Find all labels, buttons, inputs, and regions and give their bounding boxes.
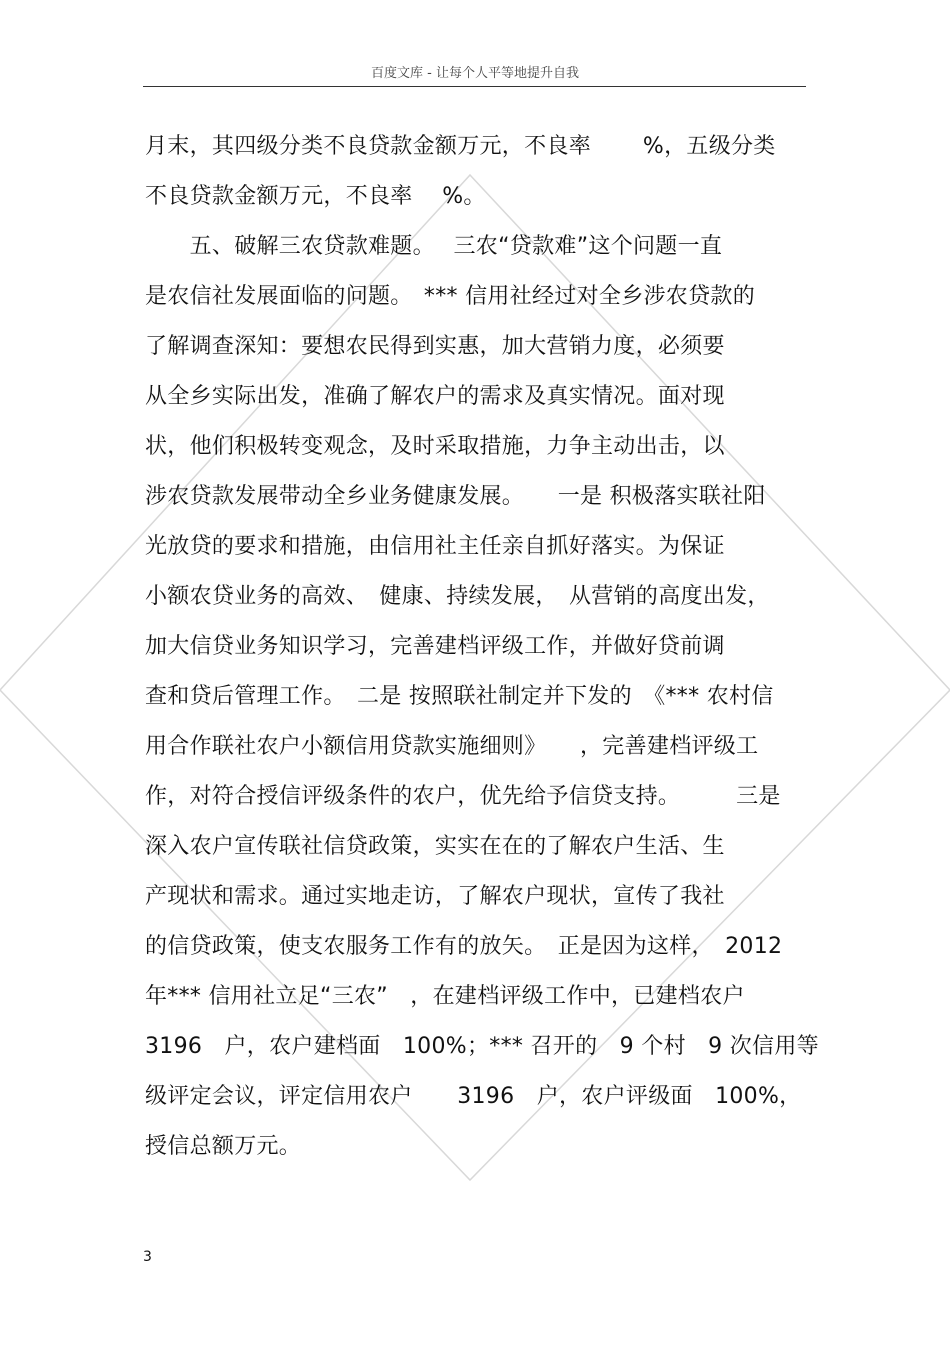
text-line: 深入农户宣传联社信贷政策，实实在在的了解农户生活、生	[145, 834, 725, 859]
text-line: 小额农贷业务的高效、 健康、持续发展， 从营销的高度出发，	[145, 584, 770, 609]
text-line: 月末，其四级分类不良贷款金额万元，不良率 %，五级分类	[145, 134, 776, 159]
text-line: 光放贷的要求和措施，由信用社主任亲自抓好落实。为保证	[145, 534, 725, 559]
text-line: 授信总额万元。	[145, 1134, 302, 1159]
text-line: 状，他们积极转变观念，及时采取措施，力争主动出击，以	[145, 434, 725, 459]
text-line: 年*** 信用社立足“三农” ，在建档评级工作中，已建档农户	[145, 984, 745, 1009]
text-line: 的信贷政策，使支农服务工作有的放矢。 正是因为这样， 2012	[145, 934, 783, 959]
page-header: 百度文库 - 让每个人平等地提升自我	[371, 66, 579, 81]
text-line: 级评定会议，评定信用农户 3196 户，农户评级面 100%，	[145, 1084, 802, 1109]
text-line: 3196 户，农户建档面 100%；*** 召开的 9 个村 9 次信用等	[145, 1034, 819, 1059]
text-line: 加大信贷业务知识学习，完善建档评级工作，并做好贷前调	[145, 634, 725, 659]
text-line: 从全乡实际出发，准确了解农户的需求及真实情况。面对现	[145, 384, 725, 409]
text-line: 是农信社发展面临的问题。 *** 信用社经过对全乡涉农贷款的	[145, 284, 755, 309]
text-line: 涉农贷款发展带动全乡业务健康发展。 一是 积极落实联社阳	[145, 484, 766, 509]
page-number: 3	[143, 1249, 152, 1265]
text-line: 用合作联社农户小额信用贷款实施细则》 ，完善建档评级工	[145, 734, 759, 759]
text-line: 了解调查深知：要想农民得到实惠，加大营销力度，必须要	[145, 334, 725, 359]
text-line: 产现状和需求。通过实地走访，了解农户现状，宣传了我社	[145, 884, 725, 909]
text-line: 作，对符合授信评级条件的农户，优先给予信贷支持。 三是	[145, 784, 781, 809]
text-line: 五、破解三农贷款难题。 三农“贷款难”这个问题一直	[145, 234, 723, 259]
text-line: 不良贷款金额万元，不良率 %。	[145, 184, 486, 209]
text-line: 查和贷后管理工作。 二是 按照联社制定并下发的 《*** 农村信	[145, 684, 774, 709]
